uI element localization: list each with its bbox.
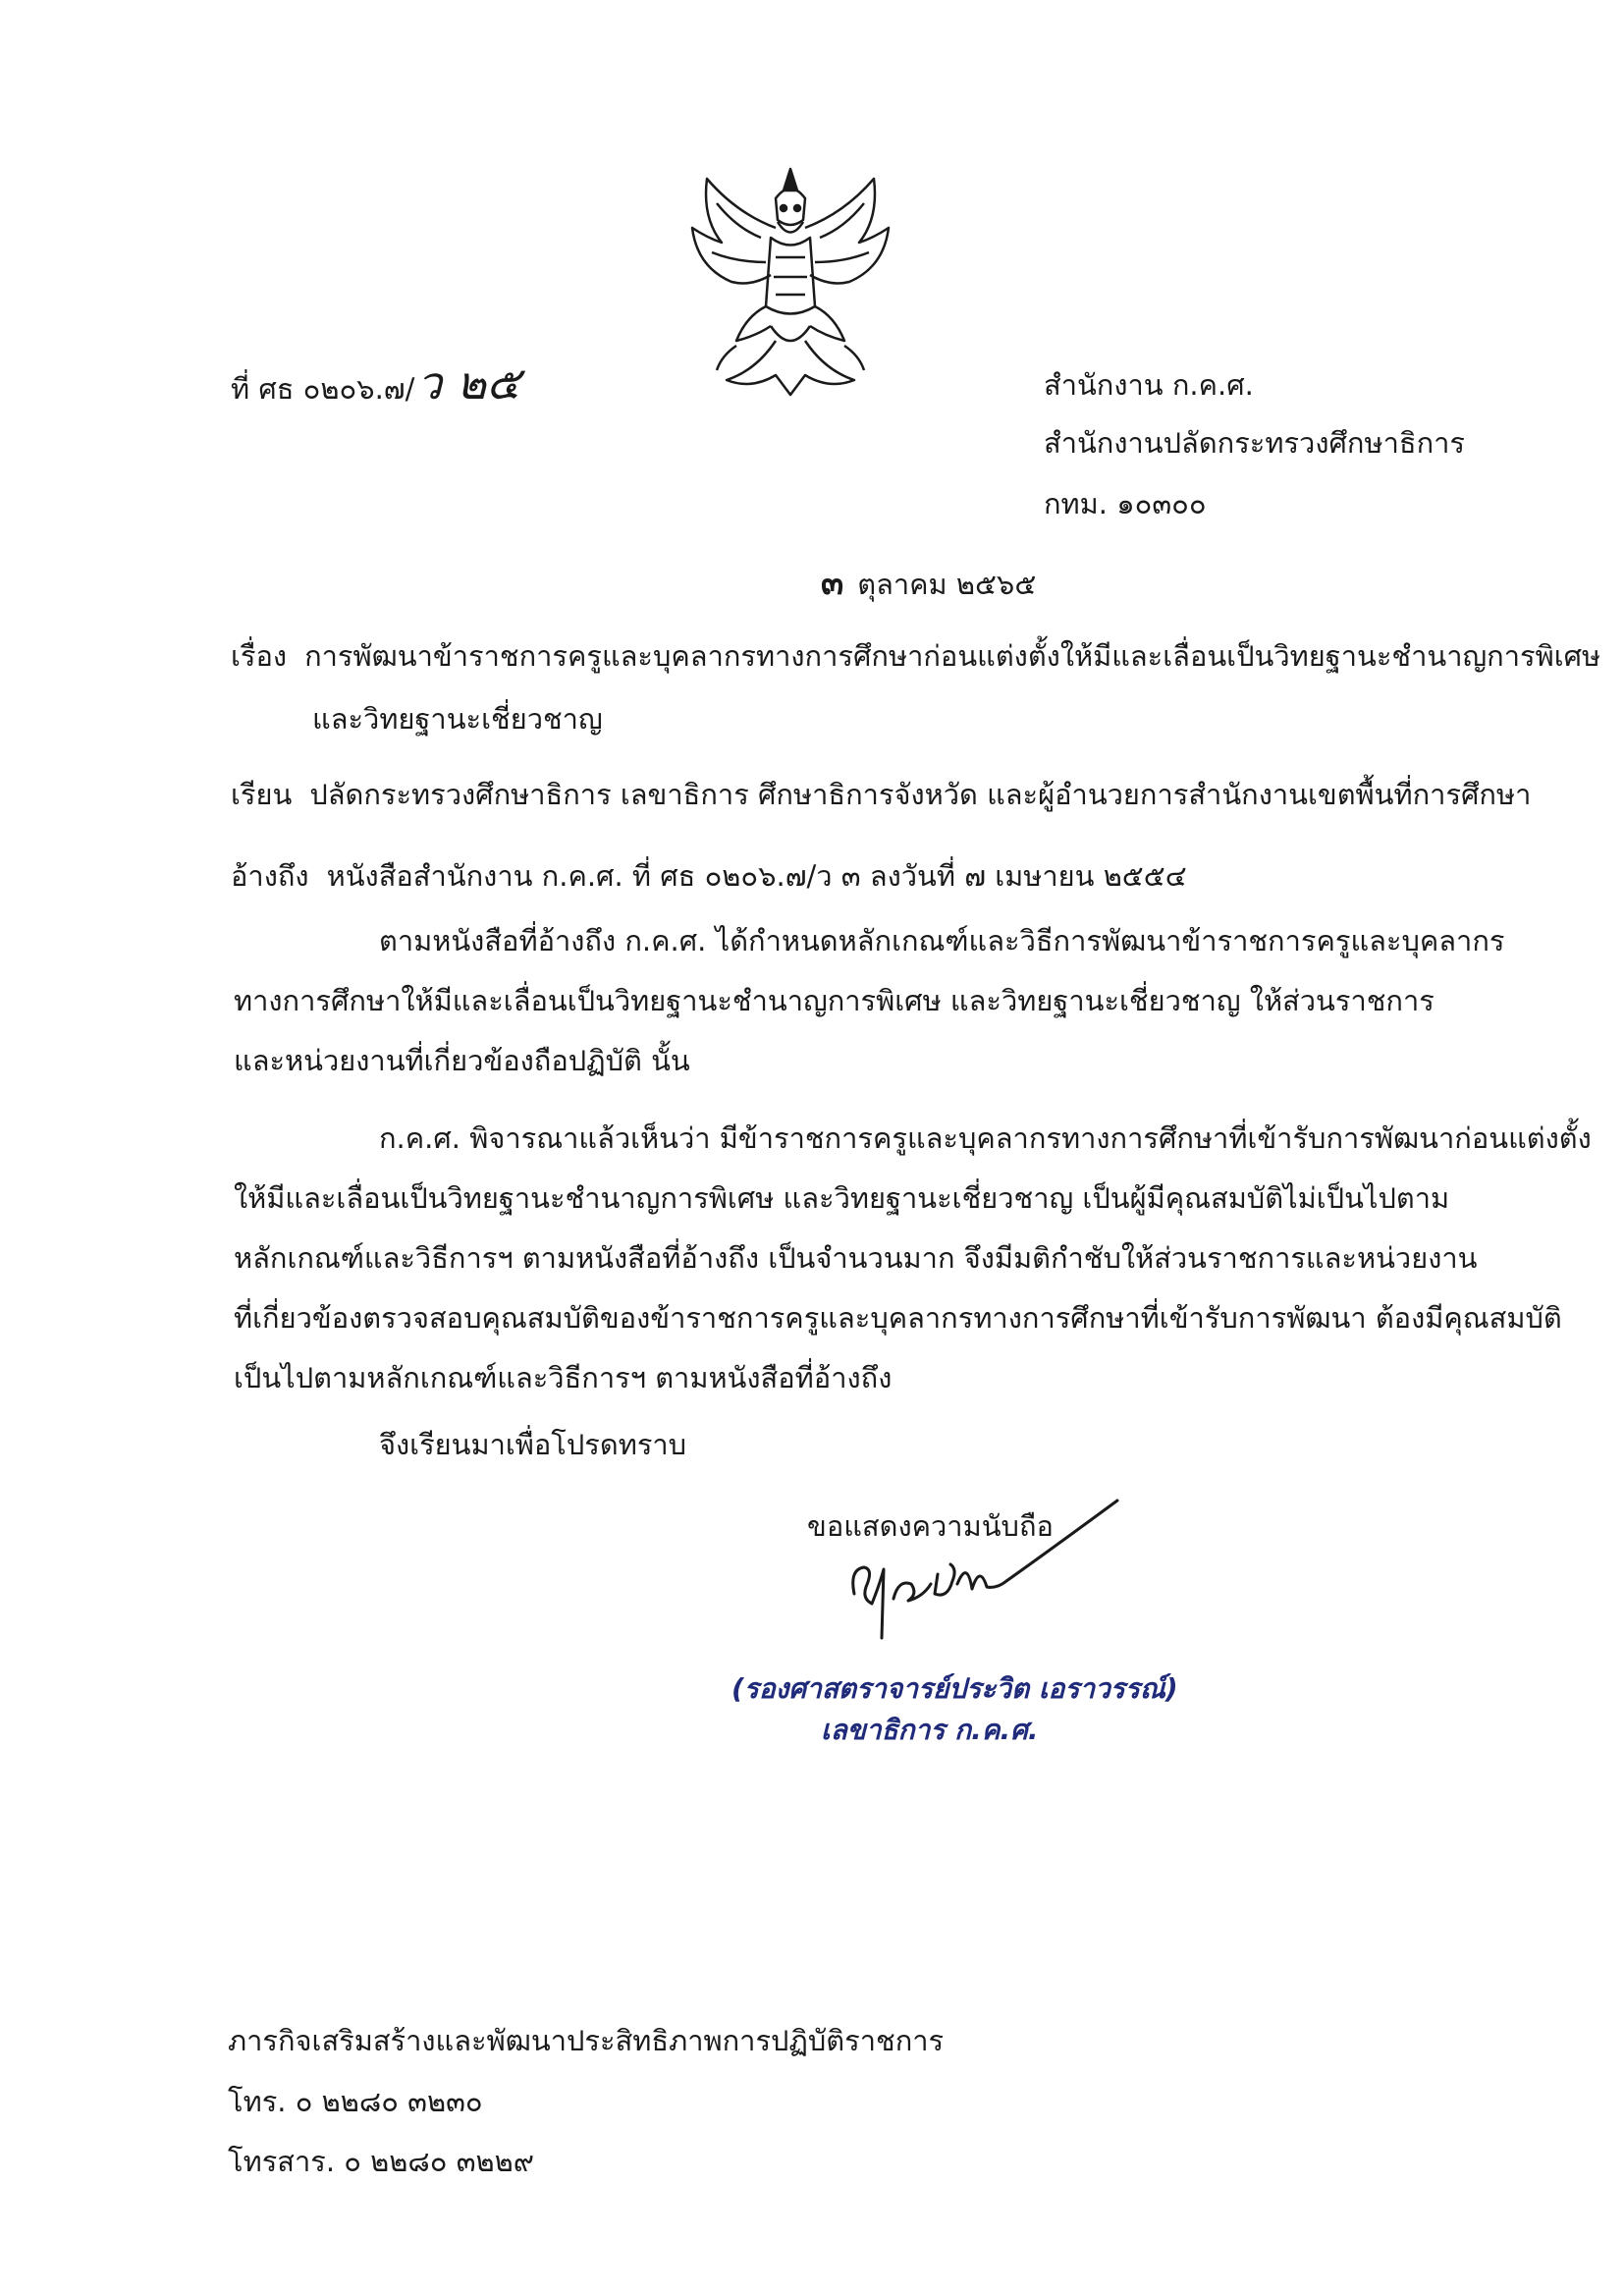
signatory-name: (รองศาสตราจารย์ประวิต เอราวรรณ์) [731, 1672, 1178, 1705]
addressee-line [231, 775, 1531, 814]
paragraph-line: หลักเกณฑ์และวิธีการฯ ตามหนังสือที่อ้างถึง เป็นจำนวนมาก จึงมีมติกำชับให้ส่วนราชการและหน่วยงาน [234, 1241, 1478, 1275]
document-number-handwritten: ว ๒๕ [416, 356, 520, 410]
reference-label: อ้างถึง [231, 859, 309, 893]
signatory-position: เลขาธิการ ก.ค.ศ. [821, 1714, 1039, 1746]
subject-label: เรื่อง [231, 639, 288, 673]
paragraph-line: ก.ค.ศ. พิจารณาแล้วเห็นว่า มีข้าราชการครูและบุคลากรทางการศึกษาที่เข้ารับการพัฒนาก่อนแต่งตั้ง [379, 1121, 1592, 1155]
document-number-prefix: ที่ ศธ ๐๒๐๖.๗/ [231, 372, 415, 406]
footer-fax: โทรสาร. ๐ ๒๒๘๐ ๓๒๒๙ [228, 2145, 535, 2178]
body-paragraph-2 [234, 1119, 1592, 1418]
footer-unit: ภารกิจเสริมสร้างและพัฒนาประสิทธิภาพการปฏิบัติราชการ [228, 2024, 945, 2057]
document-number [231, 356, 520, 410]
paragraph-line: และหน่วยงานที่เกี่ยวข้องถือปฏิบัติ นั้น [234, 1044, 690, 1077]
paragraph-line: ตามหนังสือที่อ้างถึง ก.ค.ศ. ได้กำหนดหลักเกณฑ์และวิธีการพัฒนาข้าราชการครูและบุคลากร [379, 924, 1505, 957]
date-month-year: ตุลาคม ๒๕๖๕ [857, 568, 1037, 601]
reference-text: หนังสือสำนักงาน ก.ค.ศ. ที่ ศธ ๐๒๐๖.๗/ว ๓ ลงวันที่ ๗ เมษายน ๒๕๕๔ [326, 859, 1187, 893]
footer-telephone: โทร. ๐ ๒๒๘๐ ๓๒๓๐ [228, 2085, 483, 2118]
closing-sentence: จึงเรียนมาเพื่อโปรดทราบ [379, 1428, 687, 1461]
reference-line [231, 856, 1187, 896]
office-line-1: สำนักงาน ก.ค.ศ. [1044, 368, 1254, 402]
respect-phrase: ขอแสดงความนับถือ [807, 1509, 1054, 1543]
paragraph-line: ให้มีและเลื่อนเป็นวิทยฐานะชำนาญการพิเศษ และวิทยฐานะเชี่ยวชาญ เป็นผู้มีคุณสมบัติไม่เป็นไปตาม [234, 1181, 1450, 1215]
handwritten-signature [825, 1491, 1129, 1648]
date-day: ๓ [821, 564, 844, 603]
subject-line [231, 636, 1600, 676]
office-line-3: กทม. ๑๐๓๐๐ [1044, 487, 1207, 520]
paragraph-line: เป็นไปตามหลักเกณฑ์และวิธีการฯ ตามหนังสือที่อ้างถึง [234, 1361, 893, 1394]
paragraph-line: ที่เกี่ยวข้องตรวจสอบคุณสมบัติของข้าราชการครูและบุคลากรทางการศึกษาที่เข้ารับการพัฒนา ต้องมีคุณสมบัติ [234, 1301, 1562, 1335]
subject-text-1: การพัฒนาข้าราชการครูและบุคลากรทางการศึกษาก่อนแต่งตั้งให้มีและเลื่อนเป็นวิทยฐานะชำนาญการพิเศษ [304, 639, 1601, 673]
subject-text-2: และวิทยฐานะเชี่ยวชาญ [312, 702, 603, 736]
office-line-2: สำนักงานปลัดกระทรวงศึกษาธิการ [1044, 426, 1465, 460]
letter-date [821, 564, 1036, 604]
body-paragraph-1 [234, 921, 1505, 1101]
garuda-emblem-icon [677, 159, 903, 405]
addressee-text: ปลัดกระทรวงศึกษาธิการ เลขาธิการ ศึกษาธิการจังหวัด และผู้อำนวยการสำนักงานเขตพื้นที่การศึกษา [309, 778, 1532, 811]
addressee-label: เรียน [231, 778, 293, 811]
paragraph-line: ทางการศึกษาให้มีและเลื่อนเป็นวิทยฐานะชำนาญการพิเศษ และวิทยฐานะเชี่ยวชาญ ให้ส่วนราชการ [234, 984, 1435, 1017]
